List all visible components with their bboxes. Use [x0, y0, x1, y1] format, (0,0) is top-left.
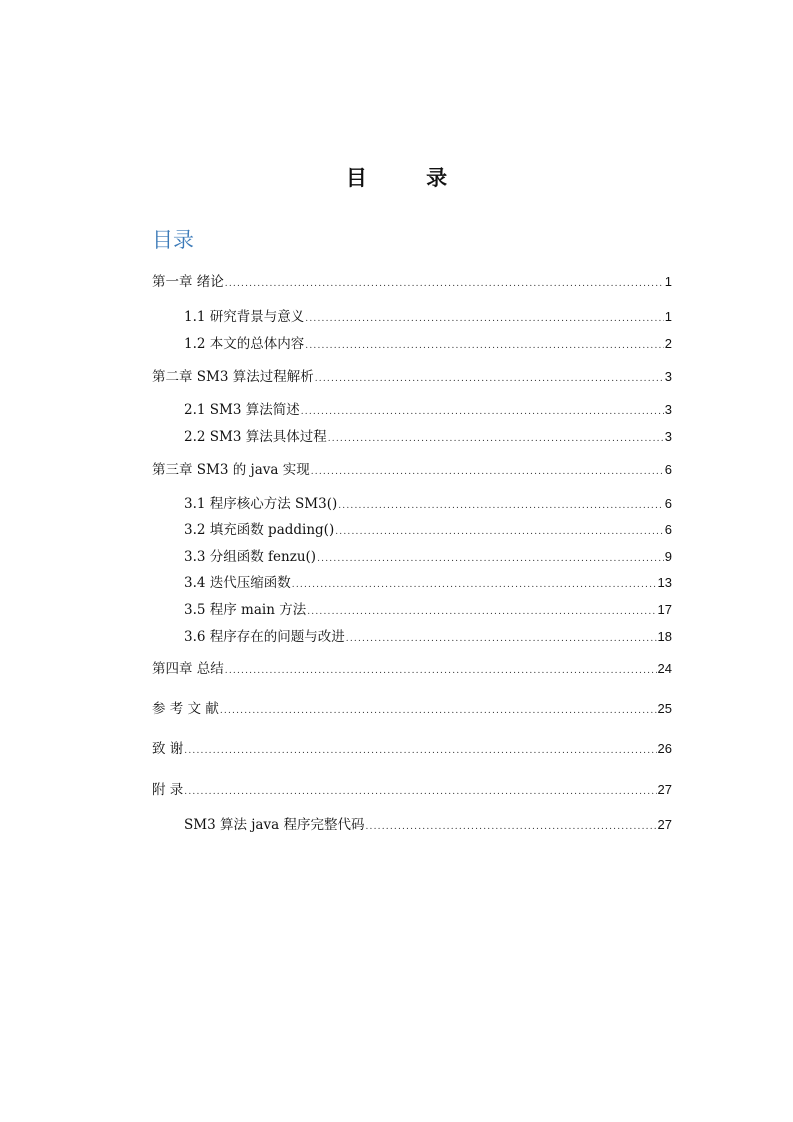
toc-entry-label: 2.1 SM3 算法简述	[184, 402, 300, 418]
toc-entry-label: SM3 算法 java 程序完整代码	[184, 817, 365, 833]
toc-entry-page: 26	[657, 741, 672, 756]
toc-leader-dots	[220, 706, 657, 716]
toc-entry[interactable]	[184, 492, 672, 512]
toc-entry-label: 参 考 文 献	[152, 701, 219, 717]
toc-entry[interactable]	[152, 737, 672, 757]
toc-entry-label: 附 录	[152, 782, 184, 798]
toc-entry-page: 3	[664, 429, 672, 444]
toc-entry-label: 3.3 分组函数 fenzu()	[184, 549, 317, 565]
toc-entry-label: 2.2 SM3 算法具体过程	[184, 429, 327, 445]
toc-entry[interactable]	[152, 270, 672, 290]
toc-leader-dots	[307, 607, 656, 617]
toc-entry[interactable]	[184, 425, 672, 445]
toc-entry-page: 1	[664, 274, 672, 289]
toc-leader-dots	[311, 467, 664, 477]
toc-entry-page: 6	[664, 462, 672, 477]
toc-entry-label: 3.2 填充函数 padding()	[184, 522, 335, 538]
toc-entry-page: 3	[664, 369, 672, 384]
toc-leader-dots	[338, 501, 664, 511]
toc-leader-dots	[184, 787, 656, 797]
toc-leader-dots	[225, 666, 657, 676]
toc-leader-dots	[184, 746, 656, 756]
toc-entry[interactable]	[184, 813, 672, 833]
toc-leader-dots	[315, 374, 664, 384]
toc-entry-page: 18	[657, 629, 672, 644]
toc-entry-page: 24	[657, 661, 672, 676]
toc-entry-page: 27	[657, 817, 672, 832]
toc-entry[interactable]	[184, 625, 672, 645]
toc-entry[interactable]	[184, 571, 672, 591]
toc-entry-label: 3.6 程序存在的问题与改进	[184, 629, 345, 645]
toc-leader-dots	[305, 314, 664, 324]
toc-entry-page: 6	[664, 522, 672, 537]
toc-entry[interactable]	[152, 697, 672, 717]
toc-entry[interactable]	[184, 305, 672, 325]
toc-entry-label: 第三章 SM3 的 java 实现	[152, 462, 310, 478]
toc-entry-label: 3.1 程序核心方法 SM3()	[184, 496, 338, 512]
toc-leader-dots	[292, 580, 657, 590]
toc-entry-page: 17	[657, 602, 672, 617]
toc-entry-page: 2	[664, 336, 672, 351]
toc-entry-page: 3	[664, 402, 672, 417]
toc-entry[interactable]	[184, 332, 672, 352]
toc-entry-page: 9	[664, 549, 672, 564]
toc-leader-dots	[335, 527, 664, 537]
toc-heading: 目录	[152, 228, 194, 252]
toc-entry-page: 25	[657, 701, 672, 716]
toc-leader-dots	[328, 434, 664, 444]
toc-entry[interactable]	[184, 398, 672, 418]
toc-entry[interactable]	[152, 365, 672, 385]
toc-entry-label: 1.1 研究背景与意义	[184, 309, 305, 325]
toc-entry[interactable]	[184, 598, 672, 618]
toc-entry-label: 第二章 SM3 算法过程解析	[152, 369, 314, 385]
toc-entry-page: 13	[657, 575, 672, 590]
toc-entry[interactable]	[184, 545, 672, 565]
toc-entry-page: 27	[657, 782, 672, 797]
toc-leader-dots	[365, 822, 656, 832]
toc-entry[interactable]	[152, 657, 672, 677]
toc-entry-label: 3.5 程序 main 方法	[184, 602, 307, 618]
toc-entry-label: 第一章 绪论	[152, 274, 224, 290]
toc-entry-label: 3.4 迭代压缩函数	[184, 575, 291, 591]
toc-entry[interactable]	[184, 518, 672, 538]
toc-entry-label: 第四章 总结	[152, 661, 224, 677]
toc-entry[interactable]	[152, 458, 672, 478]
toc-entry-page: 1	[664, 309, 672, 324]
toc-entry-page: 6	[664, 496, 672, 511]
toc-leader-dots	[317, 554, 664, 564]
toc-leader-dots	[301, 407, 664, 417]
toc-entry-label: 致 谢	[152, 741, 184, 757]
toc-entry[interactable]	[152, 778, 672, 798]
toc-leader-dots	[225, 279, 664, 289]
toc-leader-dots	[346, 634, 657, 644]
toc-leader-dots	[305, 341, 664, 351]
document-title: 目 录	[345, 165, 474, 190]
toc-entry-label: 1.2 本文的总体内容	[184, 336, 305, 352]
